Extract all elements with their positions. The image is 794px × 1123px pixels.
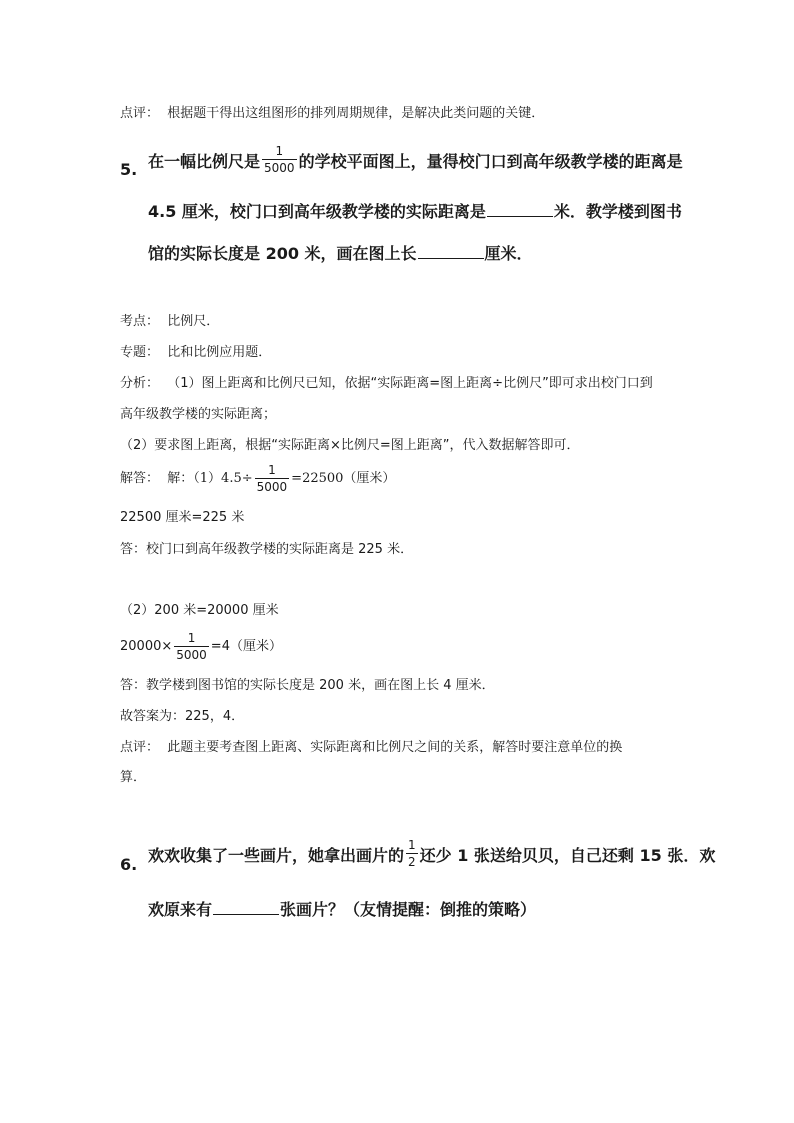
q5-scale-fraction [262, 145, 297, 174]
fenxi-label: 分析： [120, 376, 160, 391]
q5-blank-1[interactable] [487, 202, 553, 217]
part2-fraction [174, 632, 209, 661]
jieda-line [120, 462, 395, 496]
q5-text-c: 4.5 厘米，校门口到高年级教学楼的实际距离是 [148, 202, 486, 221]
jieda-frac-num: 1 [268, 463, 276, 477]
q6-frac-num: 1 [408, 838, 416, 852]
part2-frac-den: 5000 [176, 648, 207, 662]
q6-text-b: 还少 1 张送给贝贝，自己还剩 15 张．欢 [419, 846, 716, 865]
q6-text-a: 欢欢收集了一些画片，她拿出画片的 [148, 846, 405, 865]
q6-fraction [406, 839, 418, 868]
dianping-line-2: 算． [120, 770, 147, 785]
kaodian-line [120, 312, 219, 332]
zhuanti-text: 比和比例应用题． [167, 345, 272, 360]
q6-text-d: 张画片？（友情提醒：倒推的策略） [280, 900, 537, 919]
conversion-line: 22500 厘米=225 米 [120, 510, 245, 525]
jieda-prefix: 解：（1）4.5÷ [167, 471, 253, 486]
review-prev [120, 104, 544, 124]
dianping-label: 点评： [120, 740, 160, 755]
jieda-label: 解答： [120, 471, 160, 486]
question-6-line2 [148, 897, 536, 923]
jieda-suffix: =22500（厘米） [291, 471, 396, 486]
answer-1-line: 答：校门口到高年级教学楼的实际距离是 225 米． [120, 542, 414, 557]
part2-line-1: （2）200 米=20000 厘米 [120, 603, 279, 618]
q6-blank[interactable] [213, 900, 279, 915]
kaodian-text: 比例尺． [167, 314, 220, 329]
part2-prefix: 20000× [120, 639, 173, 654]
dianping-text-1: 此题主要考查图上距离、实际距离和比例尺之间的关系，解答时要注意单位的换 [167, 740, 623, 755]
q5-text-f: 厘米． [484, 244, 533, 263]
review-prev-text: 根据题干得出这组图形的排列周期规律，是解决此类问题的关键． [167, 106, 545, 121]
zhuanti-label: 专题： [120, 345, 160, 360]
answer-2-line: 答：教学楼到图书馆的实际长度是 200 米，画在图上长 4 厘米． [120, 678, 495, 693]
question-6-line1 [148, 834, 715, 878]
q5-scale-num: 1 [275, 144, 284, 158]
question-5-line1 [148, 140, 683, 184]
q6-text-c: 欢原来有 [148, 900, 213, 919]
kaodian-label: 考点： [120, 314, 160, 329]
part2-line-2 [120, 630, 282, 664]
zhuanti-line [120, 343, 271, 363]
jieda-fraction [255, 464, 290, 493]
review-prev-label: 点评： [120, 106, 160, 121]
jieda-frac-den: 5000 [256, 480, 288, 494]
fenxi-text-1: （1）图上距离和比例尺已知，依据“实际距离=图上距离÷比例尺”即可求出校门口到 [167, 376, 653, 391]
q5-text-d: 米．教学楼到图书 [553, 202, 682, 221]
part2-frac-num: 1 [187, 631, 196, 645]
fenxi-line-1 [120, 374, 653, 394]
q5-text-e: 馆的实际长度是 200 米，画在图上长 [148, 244, 417, 263]
question-6-number: 6. [120, 855, 138, 874]
q5-blank-2[interactable] [418, 244, 484, 259]
question-5-number: 5. [120, 160, 138, 179]
final-answer-line: 故答案为：225，4． [120, 709, 245, 724]
fenxi-line-2: 高年级教学楼的实际距离； [120, 407, 277, 422]
q5-text-a: 在一幅比例尺是 [148, 152, 261, 171]
q5-text-b: 的学校平面图上，量得校门口到高年级教学楼的距离是 [298, 152, 683, 171]
q5-scale-den: 5000 [264, 161, 295, 175]
question-5-line3 [148, 241, 533, 267]
q6-frac-den: 2 [408, 855, 416, 869]
question-5-line2 [148, 199, 682, 225]
dianping-line-1 [120, 738, 622, 758]
part2-suffix: =4（厘米） [210, 639, 282, 654]
fenxi-line-3: （2）要求图上距离，根据“实际距离×比例尺=图上距离”，代入数据解答即可． [120, 438, 580, 453]
